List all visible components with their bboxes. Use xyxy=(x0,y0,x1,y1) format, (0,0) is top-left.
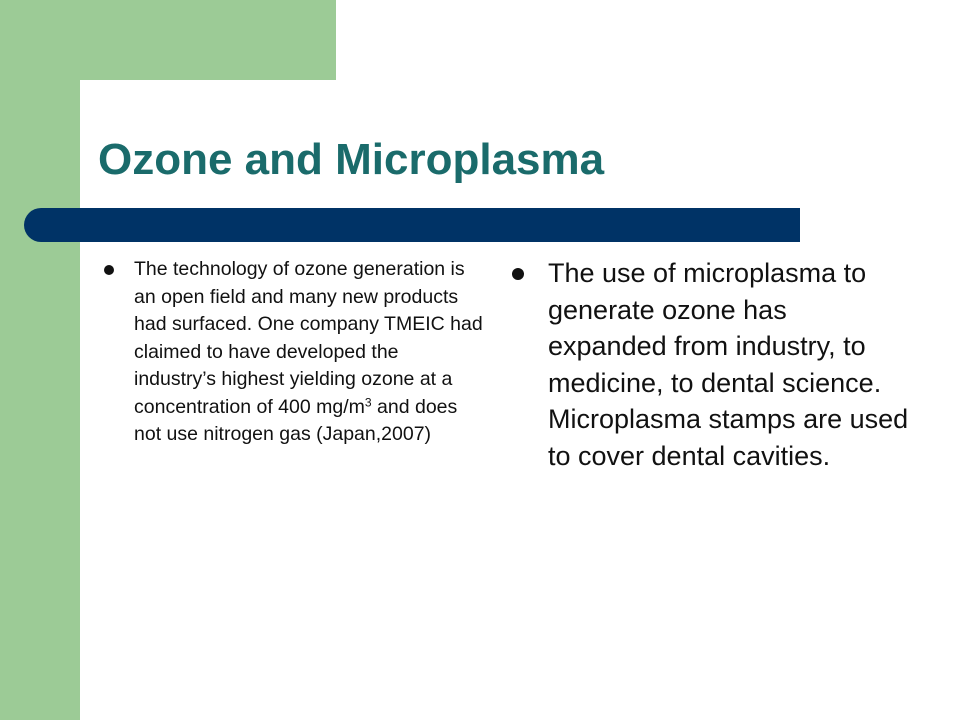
left-bullet-superscript: 3 xyxy=(364,394,372,409)
right-bullet-item xyxy=(512,255,912,474)
bullet-dot-icon xyxy=(104,265,114,275)
left-bullet-text-part1: The technology of ozone generation is an open field and many new products had surfaced. One company TMEIC had claimed to have developed the industry’s highest yielding ozone at a concentration of 400 mg/m xyxy=(134,258,483,418)
decorative-green-header xyxy=(0,0,336,80)
bullet-dot-icon xyxy=(512,268,524,280)
title-underline-bar xyxy=(24,208,800,242)
left-bullet-item xyxy=(104,256,484,449)
right-bullet-text: The use of microplasma to generate ozone has expanded from industry, to medicine, to dental science. Microplasma stamps are used to cover dental cavities. xyxy=(548,258,909,471)
left-bullet-list xyxy=(104,256,484,449)
right-bullet-list xyxy=(512,255,912,474)
decorative-green-sidebar xyxy=(0,0,80,720)
slide-title: Ozone and Microplasma xyxy=(98,135,605,184)
left-bullet-text-part2: and does not use nitrogen gas (Japan,2007) xyxy=(134,395,458,445)
